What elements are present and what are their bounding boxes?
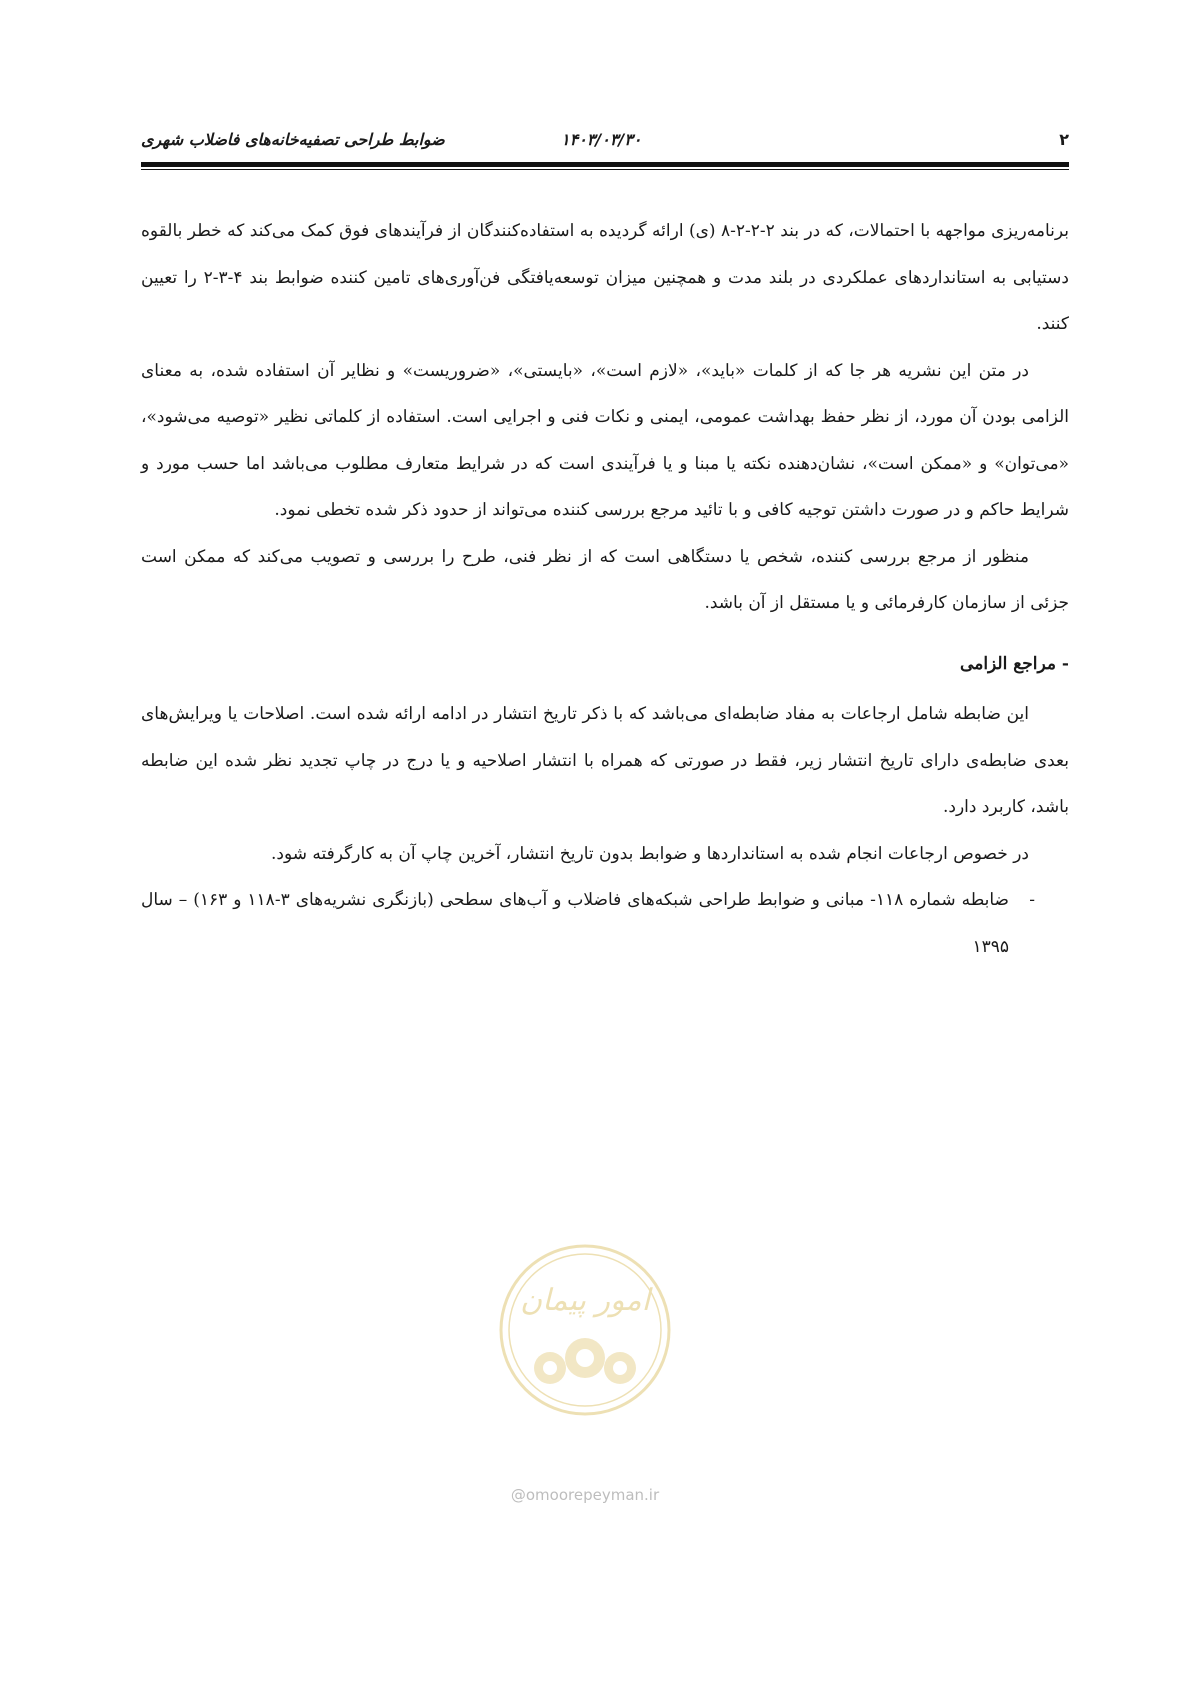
- body-paragraph-3: منظور از مرجع بررسی کننده، شخص یا دستگاهی است که از نظر فنی، طرح را بررسی و تصویب می‌کند که ممکن است جزئی از سازمان کارفرمائی و یا مستقل از آن باشد.: [141, 546, 1069, 613]
- watermark-seal: [501, 1246, 669, 1414]
- section-heading: - مراجع الزامی: [960, 653, 1069, 674]
- section-paragraph-1: این ضابطه شامل ارجاعات به مفاد ضابطه‌ای می‌باشد که با ذکر تاریخ انتشار در ادامه ارائه شده است. اصلاحات یا ویرایش‌های بعدی ضابطه‌ی دارای تاریخ انتشار زیر، فقط در صورتی که همراه با انتشار اصلاحیه و یا درج در چاپ تجدید نظر شده این ضابطه باشد، کاربرد دارد.: [141, 704, 1069, 817]
- watermark-logo: [495, 1240, 675, 1420]
- page-header: [141, 120, 1069, 160]
- header-rule-thick: [141, 162, 1069, 167]
- document-body: [141, 208, 1069, 970]
- watermark-logo-text: امور پیمان: [520, 1283, 650, 1318]
- body-paragraph-1: برنامه‌ریزی مواجهه با احتمالات، که در بند ۲-۲-۲-۸ (ی) ارائه گردیده به استفاده‌کنندگان از فرآیندهای فوق کمک می‌کند که خطر بالقوه دستیابی به استانداردهای عملکردی در بلند مدت و همچنین میزان توسعه‌یافتگی فن‌آوری‌های تامین کننده ضوابط بند ۴-۳-۲ را تعیین کنند.: [141, 221, 1069, 334]
- reference-list-item: [141, 877, 1069, 970]
- reference-text: ضابطه شماره ۱۱۸- مبانی و ضوابط طراحی شبکه‌های فاضلاب و آب‌های سطحی (بازنگری نشریه‌های ۳-۱۱۸ و ۱۶۳) – سال ۱۳۹۵: [141, 890, 1009, 957]
- page-number: ۲: [1059, 130, 1069, 149]
- bullet-marker: -: [1029, 890, 1035, 910]
- header-date: ۱۴۰۳/۰۳/۳۰: [561, 130, 642, 149]
- header-rule-thin: [141, 169, 1069, 170]
- body-paragraph-2: در متن این نشریه هر جا که از کلمات «باید»، «لازم است»، «بایستی»، «ضروریست» و نظایر آن استفاده شده، به معنای الزامی بودن آن مورد، از نظر حفظ بهداشت عمومی، ایمنی و نکات فنی و اجرایی است. استفاده از کلماتی نظیر «توصیه می‌شود»، «می‌توان» و «ممکن است»، نشان‌دهنده نکته یا مبنا و یا فرآیندی است که در شرایط متعارف مطلوب می‌باشد اما حسب مورد و شرایط حاکم و در صورت داشتن توجیه کافی و با تائید مرجع بررسی کننده می‌تواند از حدود ذکر شده تخطی نمود.: [141, 360, 1069, 520]
- section-paragraph-2: در خصوص ارجاعات انجام شده به استانداردها و ضوابط بدون تاریخ انتشار، آخرین چاپ آن به کارگرفته شود.: [271, 843, 1029, 864]
- header-title: ضوابط طراحی تصفیه‌خانه‌های فاضلاب شهری: [141, 130, 445, 149]
- watermark-url: @omoorepeyman.ir: [510, 1486, 660, 1504]
